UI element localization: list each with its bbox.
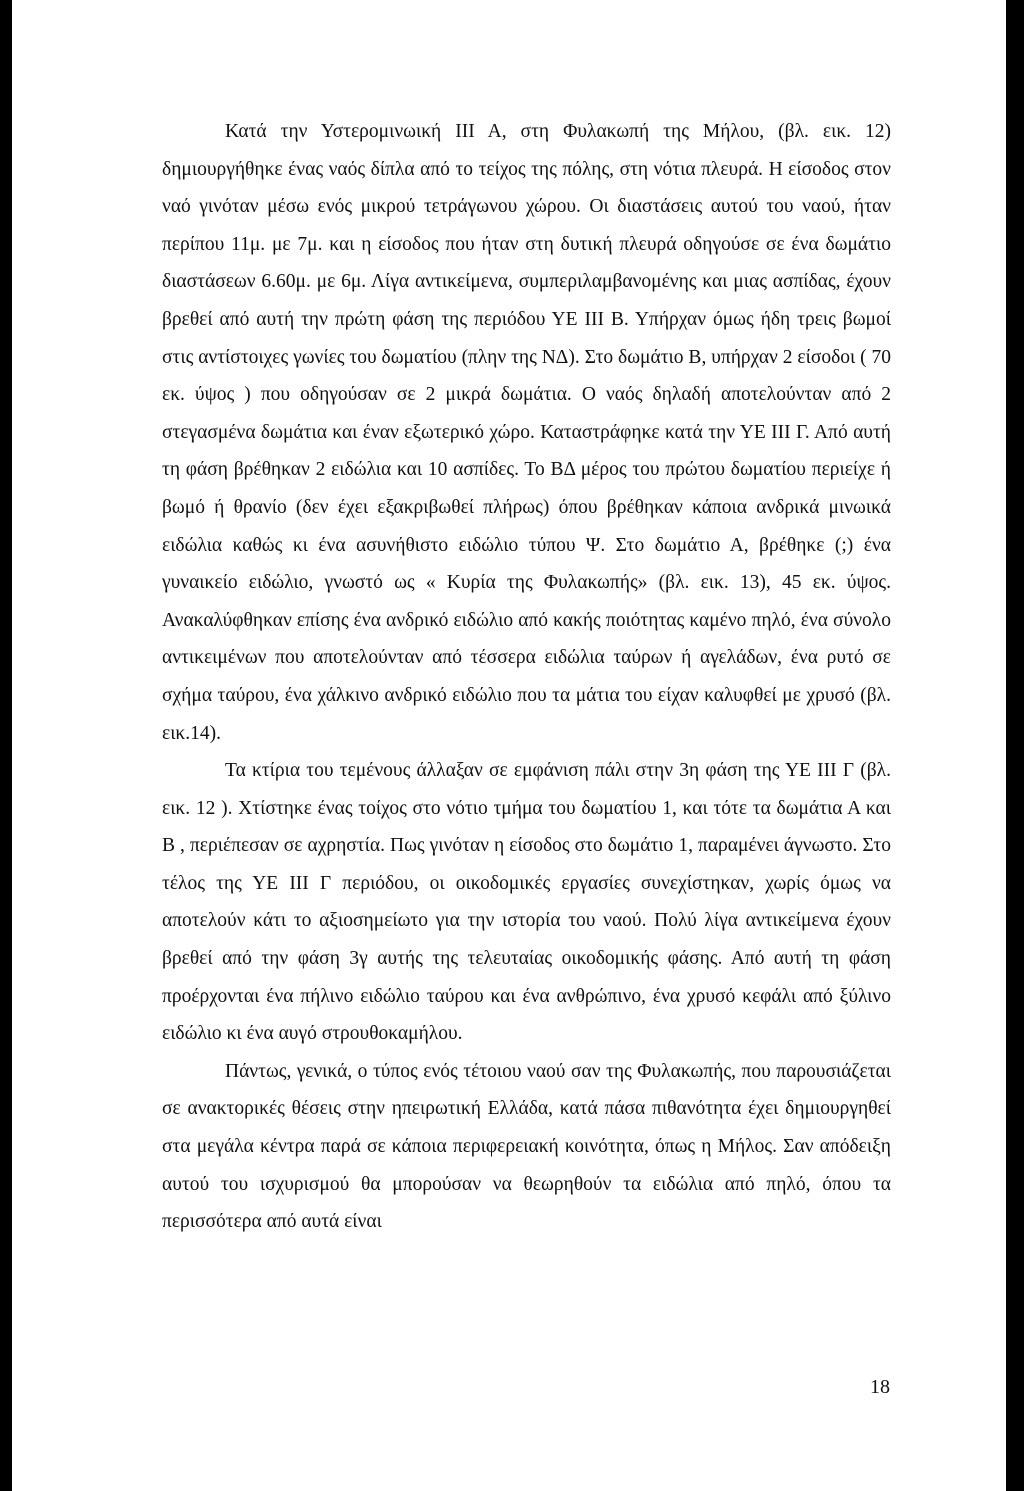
paragraph: Τα κτίρια του τεμένους άλλαξαν σε εμφάνιση πάλι στην 3η φάση της ΥΕ ΙΙΙ Γ (βλ. εικ. 12 ). Χτίστηκε ένας τοίχος στο νότιο τμήμα του δωματίου 1, και τότε τα δωμάτια Α και Β , περιέπεσαν σε αχρηστία. Πως γινόταν η είσοδος στο δωμάτιο 1, παραμένει άγνωστο. Στο τέλος της ΥΕ ΙΙΙ Γ περιόδου, οι οικοδομικές εργασίες συνεχίστηκαν, χωρίς όμως να αποτελούν κάτι το αξιοσημείωτο για την ιστορία του ναού. Πολύ λίγα αντικείμενα έχουν βρεθεί από την φάση 3γ αυτής της τελευταίας οικοδομικής φάσης. Από αυτή τη φάση προέρχονται ένα πήλινο ειδώλιο ταύρου και ένα ανθρώπινο, ένα χρυσό κεφάλι από ξύλινο ειδώλιο κι ένα αυγό στρουθοκαμήλου.: [162, 760, 891, 1045]
body-text: [162, 113, 891, 1241]
paragraph: Πάντως, γενικά, ο τύπος ενός τέτοιου ναού σαν της Φυλακωπής, που παρουσιάζεται σε ανακτορικές θέσεις στην ηπειρωτική Ελλάδα, κατά πάσα πιθανότητα έχει δημιουργηθεί στα μεγάλα κέντρα παρά σε κάποια περιφερειακή κοινότητα, όπως η Μήλος. Σαν απόδειξη αυτού του ισχυρισμού θα μπορούσαν να θεωρηθούν τα ειδώλια από πηλό, όπου τα περισσότερα από αυτά είναι: [162, 1060, 891, 1233]
paragraph: Κατά την Υστερομινωική ΙΙΙ Α, στη Φυλακωπή της Μήλου, (βλ. εικ. 12) δημιουργήθηκε ένας ναός δίπλα από το τείχος της πόλης, στη νότια πλευρά. Η είσοδος στον ναό γινόταν μέσω ενός μικρού τετράγωνου χώρου. Οι διαστάσεις αυτού του ναού, ήταν περίπου 11μ. με 7μ. και η είσοδος που ήταν στη δυτική πλευρά οδηγούσε σε ένα δωμάτιο διαστάσεων 6.60μ. με 6μ. Λίγα αντικείμενα, συμπεριλαμβανομένης και μιας ασπίδας, έχουν βρεθεί από αυτή την πρώτη φάση της περιόδου ΥΕ ΙΙΙ Β. Υπήρχαν όμως ήδη τρεις βωμοί στις αντίστοιχες γωνίες του δωματίου (πλην της ΝΔ). Στο δωμάτιο Β, υπήρχαν 2 είσοδοι ( 70 εκ. ύψος ) που οδηγούσαν σε 2 μικρά δωμάτια. Ο ναός δηλαδή αποτελούνταν από 2 στεγασμένα δωμάτια και έναν εξωτερικό χώρο. Καταστράφηκε κατά την ΥΕ ΙΙΙ Γ. Από αυτή τη φάση βρέθηκαν 2 ειδώλια και 10 ασπίδες. Το ΒΔ μέρος του πρώτου δωματίου περιείχε ή βωμό ή θρανίο (δεν έχει εξακριβωθεί πλήρως) όπου βρέθηκαν κάποια ανδρικά μινωικά ειδώλια καθώς κι ένα ασυνήθιστο ειδώλιο τύπου Ψ. Στο δωμάτιο Α, βρέθηκε (;) ένα γυναικείο ειδώλιο, γνωστό ως « Κυρία της Φυλακωπής» (βλ. εικ. 13), 45 εκ. ύψος. Ανακαλύφθηκαν επίσης ένα ανδρικό ειδώλιο από κακής ποιότητας καμένο πηλό, ένα σύνολο αντικειμένων που αποτελούνταν από τέσσερα ειδώλια ταύρων ή αγελάδων, ένα ρυτό σε σχήμα ταύρου, ένα χάλκινο ανδρικό ειδώλιο που τα μάτια του είχαν καλυφθεί με χρυσό (βλ. εικ.14).: [162, 121, 892, 744]
page-number: 18: [870, 1376, 890, 1398]
document-page: [12, 0, 1006, 1491]
